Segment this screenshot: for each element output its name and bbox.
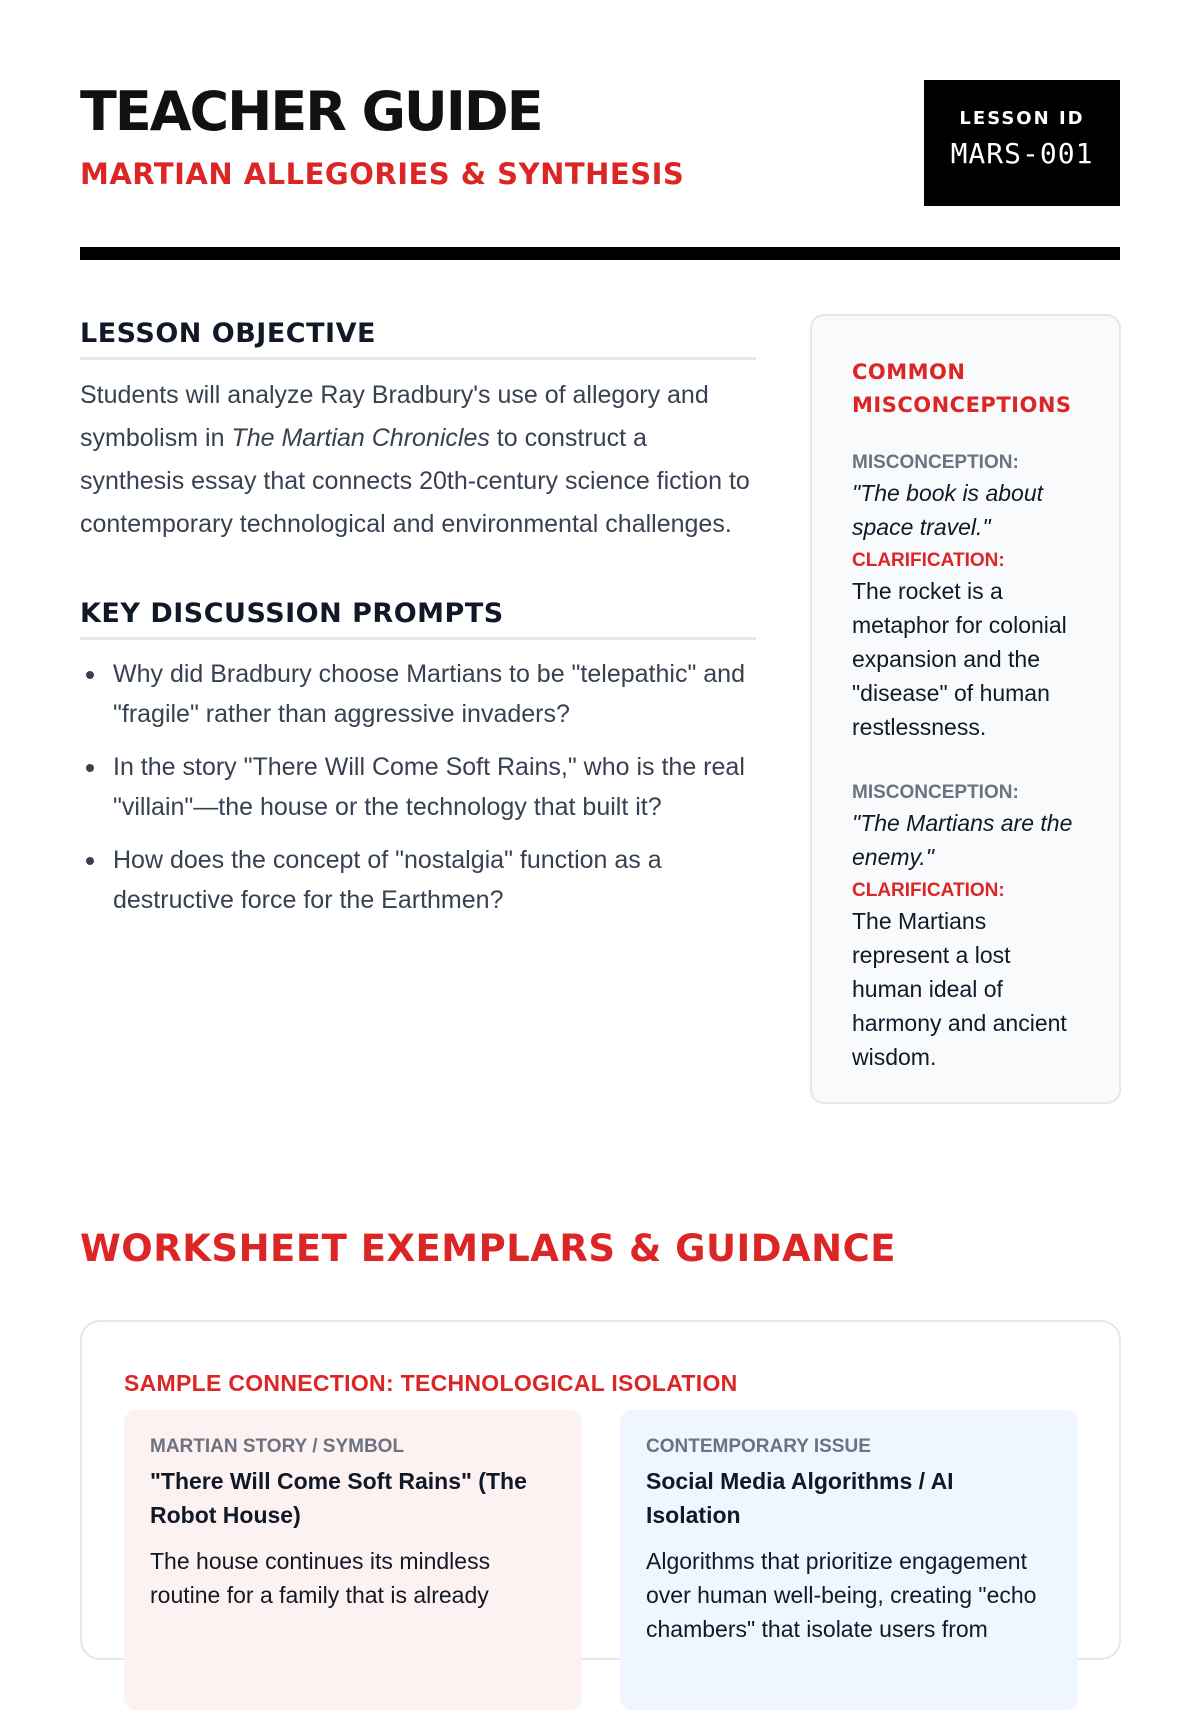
worksheet-heading: WORKSHEET EXEMPLARS & GUIDANCE xyxy=(80,1227,897,1270)
prompts-heading: KEY DISCUSSION PROMPTS xyxy=(80,598,756,640)
prompt-item: In the story "There Will Come Soft Rains," who is the real "villain"—the house or the technology that built it? xyxy=(80,747,756,827)
header-divider xyxy=(80,247,1120,260)
misconception-quote: "The Martians are the enemy." xyxy=(852,810,1073,870)
main-column xyxy=(80,318,756,933)
contemporary-issue-title: Social Media Algorithms / AI Isolation xyxy=(646,1468,954,1528)
martian-story-label: MARTIAN STORY / SYMBOL xyxy=(150,1436,405,1457)
lesson-id-value: MARS-001 xyxy=(950,137,1094,170)
sample-connection-title: SAMPLE CONNECTION: TECHNOLOGICAL ISOLATION xyxy=(124,1370,738,1396)
prompt-item: Why did Bradbury choose Martians to be "telepathic" and "fragile" rather than aggressive invaders? xyxy=(80,654,756,734)
misconception-label: MISCONCEPTION: xyxy=(852,452,1019,473)
contemporary-issue-label: CONTEMPORARY ISSUE xyxy=(646,1436,871,1457)
clarification-text: The Martians represent a lost human ideal of harmony and ancient wisdom. xyxy=(852,908,1067,1070)
objective-text xyxy=(80,374,756,546)
prompt-item: How does the concept of "nostalgia" function as a destructive force for the Earthmen? xyxy=(80,840,756,920)
misconception-block xyxy=(852,452,1087,744)
page-subtitle: MARTIAN ALLEGORIES & SYNTHESIS xyxy=(80,157,685,191)
misconception-label: MISCONCEPTION: xyxy=(852,782,1019,803)
contemporary-issue-text: Algorithms that prioritize engagement over human well-being, creating "echo chambers" that isolate users from xyxy=(646,1548,1037,1642)
contemporary-issue-panel xyxy=(620,1410,1078,1710)
book-title: The Martian Chronicles xyxy=(231,424,490,452)
clarification-text: The rocket is a metaphor for colonial expansion and the "disease" of human restlessness. xyxy=(852,578,1067,740)
lesson-id-label: LESSON ID xyxy=(959,108,1085,129)
objective-text-before: Students will analyze Ray Bradbury's use of allegory and symbolism in xyxy=(80,381,709,452)
objective-text-after: to construct a synthesis essay that connects 20th-century science fiction to contemporary technological and environmental challenges. xyxy=(80,424,750,538)
prompts-list xyxy=(80,654,756,920)
misconception-quote: "The book is about space travel." xyxy=(852,480,1044,540)
sample-connection-card xyxy=(80,1320,1121,1660)
misconceptions-card xyxy=(810,314,1121,1104)
objective-heading: LESSON OBJECTIVE xyxy=(80,318,756,360)
martian-story-panel xyxy=(124,1410,582,1710)
header xyxy=(80,80,1120,260)
page-title: TEACHER GUIDE xyxy=(80,80,542,143)
clarification-label: CLARIFICATION: xyxy=(852,880,1005,901)
misconceptions-heading: COMMON MISCONCEPTIONS xyxy=(852,360,1072,417)
martian-story-title: "There Will Come Soft Rains" (The Robot House) xyxy=(150,1468,527,1528)
martian-story-text: The house continues its mindless routine for a family that is already xyxy=(150,1548,491,1608)
lesson-id-badge xyxy=(924,80,1120,206)
clarification-label: CLARIFICATION: xyxy=(852,550,1005,571)
misconception-block xyxy=(852,782,1087,1074)
